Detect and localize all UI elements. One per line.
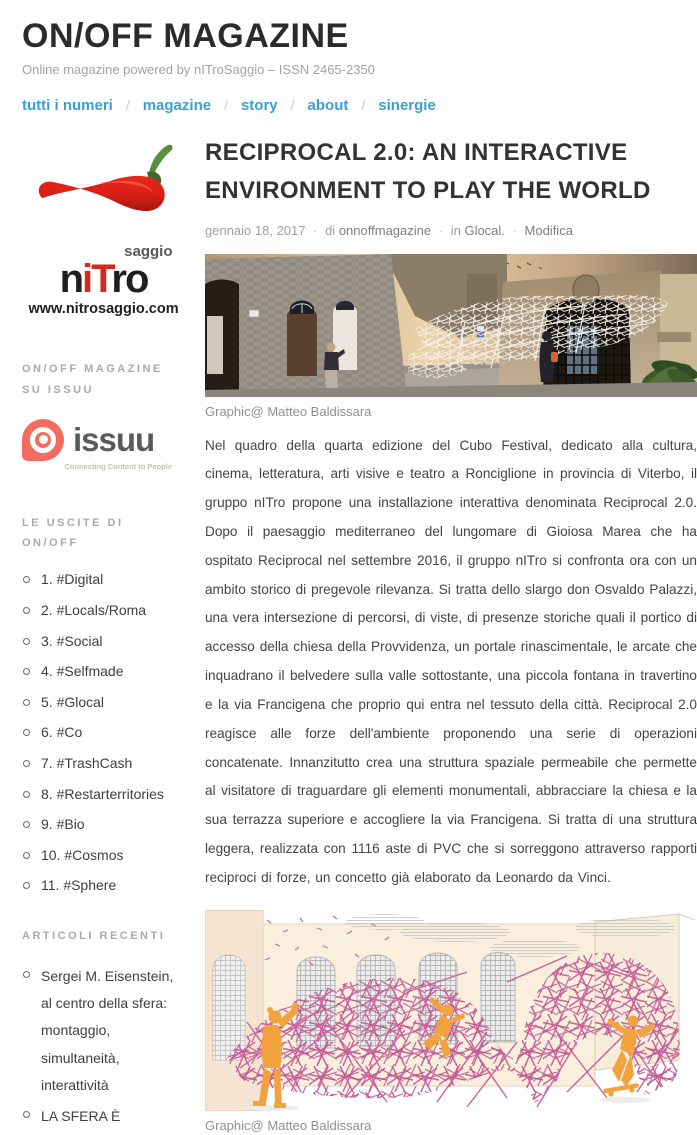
post-category-link[interactable]: Glocal. <box>464 222 505 238</box>
recent-article-link[interactable]: LA SFERA È <box>22 1103 185 1130</box>
post-title: RECIPROCAL 2.0: AN INTERACTIVE ENVIRONMENT TO PLAY THE WORLD <box>205 138 651 204</box>
issuu-logo-icon <box>22 419 64 461</box>
post-date: gennaio 18, 2017 <box>205 222 306 238</box>
nav-item-story[interactable]: story <box>240 96 278 114</box>
issuu-logo[interactable] <box>22 419 172 461</box>
issue-link[interactable]: 7. #TrashCash <box>22 754 185 774</box>
issue-link[interactable]: 6. #Co <box>22 723 185 743</box>
issuu-logo-text: issuu <box>73 420 155 458</box>
sidebar <box>22 132 185 1135</box>
issue-link[interactable]: 2. #Locals/Roma <box>22 601 185 621</box>
hero-photo <box>205 254 697 397</box>
issue-link[interactable]: 1. #Digital <box>22 570 185 590</box>
issues-section-heading: LE USCITE DI ON/OFF <box>22 516 124 550</box>
article <box>205 132 697 1135</box>
issue-link[interactable]: 8. #Restarterritories <box>22 785 185 805</box>
recent-articles-list <box>22 963 185 1131</box>
nav-separator: / <box>224 97 228 114</box>
nitro-logo-saggio-label: saggio <box>124 242 173 260</box>
nav-item-sinergie[interactable]: sinergie <box>378 96 436 114</box>
nav-item-magazine[interactable]: magazine <box>142 96 212 114</box>
nitro-logo-wordmark: niTro <box>59 256 148 301</box>
render-illustration <box>205 910 697 1111</box>
issue-link[interactable]: 10. #Cosmos <box>22 846 185 866</box>
issuu-section-heading: ON/OFF MAGAZINE SU ISSUU <box>22 362 163 396</box>
nav-item-about[interactable]: about <box>307 96 349 114</box>
edit-post-link[interactable]: Modifica <box>524 222 573 238</box>
issue-link[interactable]: 5. #Glocal <box>22 693 185 713</box>
post-author-link[interactable]: onnoffmagazine <box>338 222 432 238</box>
recent-article-link[interactable]: Sergei M. Eisenstein, al centro della sfera: montaggio, simultaneità, interattività <box>22 963 185 1099</box>
recent-articles-heading: ARTICOLI RECENTI <box>22 929 166 942</box>
issuu-tagline: Connecting Content to People <box>64 461 172 471</box>
nav-separator: / <box>125 97 130 114</box>
nav-separator: / <box>290 97 295 114</box>
issue-link[interactable]: 3. #Social <box>22 632 185 652</box>
issues-list <box>22 570 185 896</box>
site-title[interactable]: ON/OFF MAGAZINE <box>22 17 349 55</box>
issue-link[interactable]: 4. #Selfmade <box>22 662 185 682</box>
site-header <box>0 0 697 114</box>
nav-separator: / <box>361 97 366 114</box>
site-subtitle: Online magazine powered by nITroSaggio – ISSN 2465-2350 <box>22 61 375 77</box>
category-label: in <box>450 222 461 238</box>
chili-pepper-icon <box>29 132 179 241</box>
issue-link[interactable]: 11. #Sphere <box>22 876 185 896</box>
issue-link[interactable]: 9. #Bio <box>22 815 185 835</box>
post-meta: gennaio 18, 2017 · di onnoffmagazine · in Glocal. · Modifica <box>205 222 573 238</box>
nitro-website-link[interactable]: www.nitrosaggio.com <box>28 300 179 317</box>
main-nav <box>22 97 675 114</box>
byline-label: di <box>325 222 336 238</box>
nav-item-tutti-i-numeri[interactable]: tutti i numeri <box>22 96 113 114</box>
photo-caption: Graphic@ Matteo Baldissara <box>205 403 372 419</box>
illustration-caption: Graphic@ Matteo Baldissara <box>205 1117 372 1133</box>
post-body-text: Nel quadro della quarta edizione del Cubo Festival, dedicato alla cultura, cinema, letteratura, arti visive e teatro a Ronciglione in provincia di Viterbo, il gruppo nITro propone una installazione interattiva denominata Reciprocal 2.0. Dopo il paesaggio mediterraneo del lungomare di Gioiosa Marea che ha ospitato Reciprocal nel settembre 2016, il gruppo nITro si confronta ora con un ambito storico di pregevole rilevanza. Si tratta dello slargo don Osvaldo Palazzi, una vera intersezione di percorsi, di viste, di presenze storiche quali il portico di accesso della chiesa della Provvidenza, un portale rinascimentale, le arcate che inquadrano il belvedere sulla valle sottostante, una piccola fontana in travertino e la via Francigena che proprio qui entra nel tessuto della città. Reciprocal 2.0 reagisce alle forze dell'ambiente proponendo una serie di operazioni concatenate. Innanzitutto crea una struttura spaziale permeabile che permette al visitatore di traguardare gli elementi monumentali, abbracciare la chiesa e la sua terrazza superiore e accogliere la via Francigena. Si tratta di una struttura leggera, realizzata con 1116 aste di PVC che si sorreggono attraverso rapporti reciproci di forze, un concetto già elaborato da Leonardo da Vinci. <box>205 437 697 885</box>
nitro-logo[interactable] <box>29 243 179 317</box>
